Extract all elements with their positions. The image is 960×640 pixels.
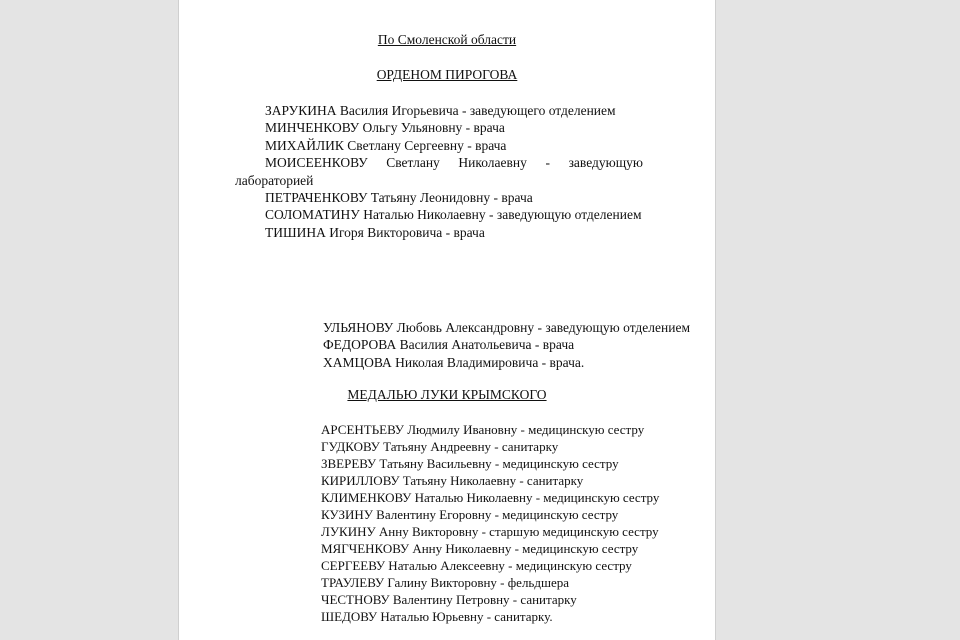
list-item: ГУДКОВУ Татьяну Андреевну - санитарку — [321, 439, 559, 454]
document-page — [178, 0, 716, 640]
list-item: МИХАЙЛИК Светлану Сергеевну - врача — [265, 137, 507, 153]
justified-word: заведующую — [568, 155, 643, 171]
list-item: СОЛОМАТИНУ Наталью Николаевну - заведующую отделением — [265, 207, 642, 223]
list-item: УЛЬЯНОВУ Любовь Александровну - заведующую отделением — [323, 320, 690, 335]
list-item: МИНЧЕНКОВУ Ольгу Ульяновну - врача — [265, 120, 505, 136]
justified-word: - — [545, 155, 550, 171]
list-item: КЛИМЕНКОВУ Наталью Николаевну - медицинскую сестру — [321, 490, 660, 505]
region-title: По Смоленской области — [377, 32, 517, 47]
justified-word: Светлану — [386, 155, 440, 171]
list-item: ЗАРУКИНА Василия Игорьевича - заведующего отделением — [265, 103, 616, 118]
list-item: ЛУКИНУ Анну Викторовну - старшую медицинскую сестру — [321, 524, 659, 539]
list-item: ФЕДОРОВА Василия Анатольевича - врача — [323, 337, 575, 353]
justified-word: Николаевну — [458, 155, 527, 171]
section-title-luka-medal: МЕДАЛЬЮ ЛУКИ КРЫМСКОГО — [347, 387, 547, 402]
second-award-list — [323, 319, 693, 371]
list-item-justified — [265, 154, 643, 171]
list-item: СЕРГЕЕВУ Наталью Алексеевну - медицинскую сестру — [321, 558, 632, 573]
section-title-pirogov-order: ОРДЕНОМ ПИРОГОВА — [376, 67, 518, 82]
list-item: ТИШИНА Игоря Викторовича - врача — [265, 224, 485, 240]
list-item: АРСЕНТЬЕВУ Людмилу Ивановну - медицинскую сестру — [321, 422, 645, 437]
list-item: МЯГЧЕНКОВУ Анну Николаевну - медицинскую сестру — [321, 541, 639, 556]
luka-medal-list — [321, 421, 691, 625]
list-item: ПЕТРАЧЕНКОВУ Татьяну Леонидовну - врача — [265, 190, 533, 206]
list-item: ХАМЦОВА Николая Владимировича - врача. — [323, 354, 585, 370]
list-item: ТРАУЛЕВУ Галину Викторовну - фельдшера — [321, 575, 570, 590]
pirogov-award-list — [235, 102, 643, 241]
list-item: ЧЕСТНОВУ Валентину Петровну - санитарку — [321, 592, 577, 607]
list-item: ШЕДОВУ Наталью Юрьевну - санитарку. — [321, 609, 553, 624]
list-item-continuation: лабораторией — [235, 172, 314, 188]
list-item: КУЗИНУ Валентину Егоровну - медицинскую сестру — [321, 507, 619, 522]
justified-word: МОИСЕЕНКОВУ — [265, 155, 368, 171]
list-item: КИРИЛЛОВУ Татьяну Николаевну - санитарку — [321, 473, 584, 488]
list-item: ЗВЕРЕВУ Татьяну Васильевну - медицинскую сестру — [321, 456, 619, 471]
